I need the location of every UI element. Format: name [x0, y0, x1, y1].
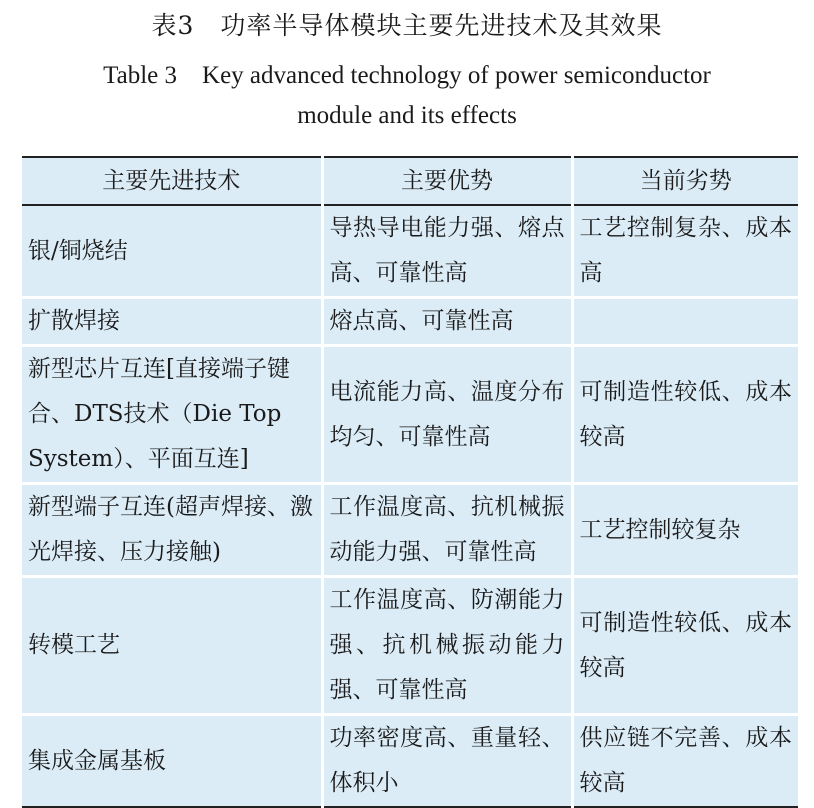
cell-technology: 转模工艺 [22, 577, 322, 715]
table-row [22, 715, 798, 808]
cell-advantages: 熔点高、可靠性高 [322, 298, 572, 346]
cell-disadvantages: 可制造性较低、成本较高 [572, 577, 798, 715]
technology-table [22, 156, 798, 808]
table-row [22, 577, 798, 715]
cell-advantages: 导热导电能力强、熔点高、可靠性高 [322, 205, 572, 298]
table-row [22, 205, 798, 298]
table-header-row [22, 157, 798, 205]
table-row [22, 298, 798, 346]
cell-technology: 银/铜烧结 [22, 205, 322, 298]
cell-advantages: 功率密度高、重量轻、体积小 [322, 715, 572, 808]
cell-disadvantages: 工艺控制较复杂 [572, 484, 798, 577]
table-caption-english [0, 56, 814, 136]
table-row [22, 346, 798, 484]
cell-disadvantages: 工艺控制复杂、成本高 [572, 205, 798, 298]
cell-technology: 扩散焊接 [22, 298, 322, 346]
header-advantages: 主要优势 [322, 157, 572, 205]
cell-advantages: 电流能力高、温度分布均匀、可靠性高 [322, 346, 572, 484]
cell-technology: 新型端子互连(超声焊接、激光焊接、压力接触) [22, 484, 322, 577]
cell-advantages: 工作温度高、防潮能力强、抗机械振动能力强、可靠性高 [322, 577, 572, 715]
caption-english-line-2: module and its effects [297, 102, 517, 129]
cell-technology: 集成金属基板 [22, 715, 322, 808]
cell-disadvantages: 可制造性较低、成本较高 [572, 346, 798, 484]
cell-technology: 新型芯片互连[直接端子键合、DTS技术（Die Top System）、平面互连] [22, 346, 322, 484]
header-technology: 主要先进技术 [22, 157, 322, 205]
table-row [22, 484, 798, 577]
header-disadvantages: 当前劣势 [572, 157, 798, 205]
cell-advantages: 工作温度高、抗机械振动能力强、可靠性高 [322, 484, 572, 577]
cell-disadvantages: 供应链不完善、成本较高 [572, 715, 798, 808]
cell-disadvantages [572, 298, 798, 346]
table-caption-chinese: 表3 功率半导体模块主要先进技术及其效果 [151, 11, 663, 40]
caption-english-line-1: Table 3 Key advanced technology of power semiconductor [103, 62, 711, 89]
